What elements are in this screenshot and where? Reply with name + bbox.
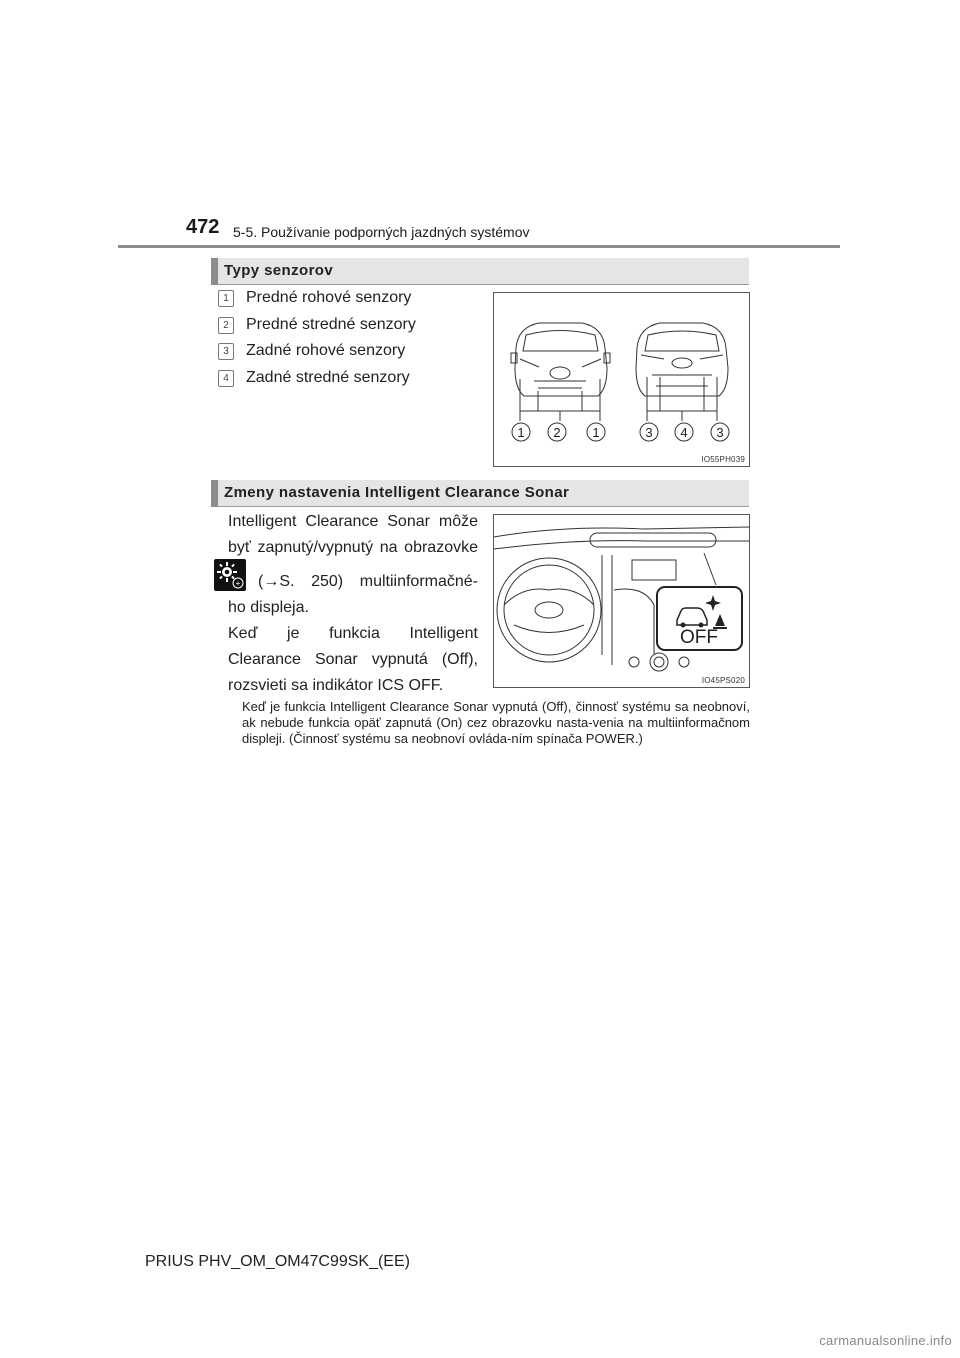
item-number-badge: 4 [218, 370, 234, 387]
paragraph-line: byť zapnutý/vypnutý na obrazovke [228, 539, 478, 556]
ics-off-indicator-label: OFF [680, 627, 718, 648]
callout-label: 4 [680, 425, 688, 440]
callout-label: 3 [716, 425, 724, 440]
ics-off-indicator-figure [493, 514, 750, 688]
item-number-badge: 1 [218, 290, 234, 307]
figure-code: IO55PH039 [701, 455, 745, 464]
svg-text:+: + [235, 579, 241, 588]
list-item-label: Zadné stredné senzory [246, 369, 410, 386]
callout-label: 3 [645, 425, 653, 440]
sensor-types-heading [211, 258, 749, 285]
watermark: carmanualsonline.info [819, 1333, 952, 1348]
settings-change-heading-text: Zmeny nastavenia Intelligent Clearance Sonar [224, 484, 570, 501]
callout-label: 1 [592, 425, 600, 440]
heading-stripe [211, 480, 218, 507]
list-item [218, 340, 405, 362]
settings-change-heading [211, 480, 749, 507]
heading-stripe [211, 258, 218, 285]
sensor-types-heading-text: Typy senzorov [224, 262, 334, 279]
ics-off-paragraph: Keď je funkcia Intelligent Clearance Sonar vypnutá (Off), rozsvieti sa indikátor ICS OFF. [228, 625, 478, 694]
section-title: 5-5. Používanie podporných jazdných systémov [233, 224, 530, 240]
header-divider [118, 245, 840, 248]
paragraph-line: (→S. 250) multiinformačné- [258, 573, 478, 590]
item-number-badge: 2 [218, 317, 234, 334]
list-item [218, 367, 410, 389]
manual-code: PRIUS PHV_OM_OM47C99SK_(EE) [145, 1253, 410, 1270]
system-note: Keď je funkcia Intelligent Clearance Sonar vypnutá (Off), činnosť systému sa neobnoví, ak nebude funkcia opäť zapnutá (On) cez obrazovku nasta-venia na multiinformačnom displeji. (Činnosť systému sa neobnoví ovláda-ním spínača POWER.) [242, 699, 750, 746]
list-item-label: Zadné rohové senzory [246, 342, 406, 359]
paragraph-line: ho displeja. [228, 599, 309, 616]
item-number-badge: 3 [218, 343, 234, 360]
dashboard-diagram [494, 515, 749, 687]
paragraph-line: Intelligent Clearance Sonar môže [228, 513, 478, 530]
callout-label: 2 [553, 425, 561, 440]
figure-code: IO45PS020 [701, 676, 745, 685]
settings-gear-icon [214, 559, 246, 591]
list-item [218, 314, 416, 336]
car-sensor-diagram [494, 293, 749, 466]
page-number: 472 [186, 216, 220, 238]
list-item [218, 287, 411, 309]
list-item-label: Predné stredné senzory [246, 316, 416, 333]
callout-label: 1 [517, 425, 525, 440]
list-item-label: Predné rohové senzory [246, 289, 412, 306]
sensor-location-figure [493, 292, 750, 467]
